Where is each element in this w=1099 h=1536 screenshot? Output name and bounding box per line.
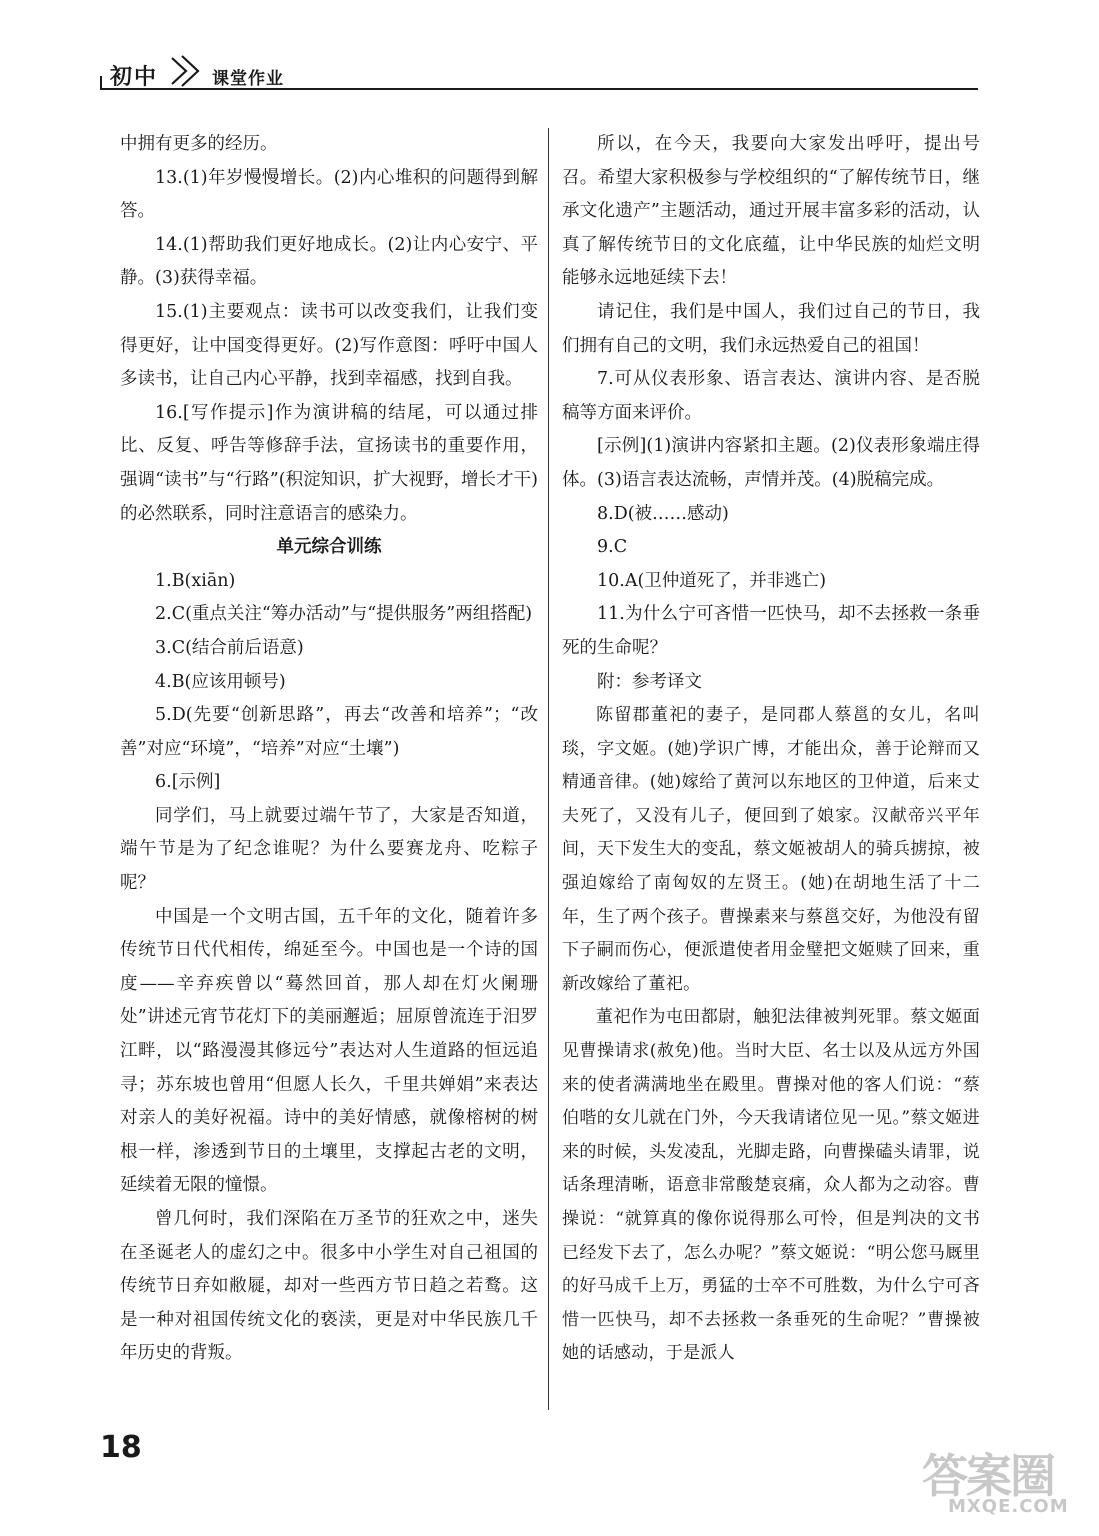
paragraph: 6.[示例] [155, 772, 221, 793]
paragraph: 董祀作为屯田都尉，触犯法律被判死罪。蔡文姬面见曹操请求(赦免)他。当时大臣、名士以及从远方外国来的使者满满地坐在殿里。曹操对他的客人们说：“蔡伯喈的女儿就在门外，今天我请诸位见一见。”蔡文姬进来的时候，头发凌乱，光脚走路，向曹操磕头请罪，说话条理清晰，语意非常酸楚哀痛，众人都为之动容。曹操说：“就算真的像你说得那么可怜，但是判决的文书已经发下去了，怎么办呢？”蔡文姬说：“明公您马厩里的好马成千上万，勇猛的士卒不可胜数，为什么宁可吝惜一匹快马，却不去拯救一条垂死的生命呢？”曹操被她的话感动，于是派人 [562, 1007, 980, 1364]
header-rule [100, 88, 978, 90]
paragraph: 4.B(应该用顿号) [155, 671, 286, 692]
paragraph: 5.D(先要“创新思路”，再去“改善和培养”；“改善”对应“环境”，“培养”对应“土壤”) [120, 705, 538, 759]
section-title: 单元综合训练 [276, 537, 382, 558]
header-title: 课堂作业 [212, 69, 284, 89]
watermark-url: MXQE.COM [948, 1496, 1069, 1517]
paragraph: 13.(1)年岁慢慢增长。(2)内心堆积的问题得到解答。 [120, 167, 538, 222]
paragraph: 1.B(xiān) [155, 570, 236, 591]
page-number: 18 [100, 1430, 142, 1465]
paragraph: 15.(1)主要观点：读书可以改变我们，让我们变得更好，让中国变得更好。(2)写作意图：呼吁中国人多读书，让自己内心平静，找到幸福感，找到自我。 [120, 301, 538, 390]
header-brand: 初中 [110, 65, 159, 90]
paragraph: [示例](1)演讲内容紧扣主题。(2)仪表形象端庄得体。(3)语言表达流畅，声情并茂。(4)脱稿完成。 [562, 436, 980, 490]
paragraph: 14.(1)帮助我们更好地成长。(2)让内心安宁、平静。(3)获得幸福。 [120, 234, 538, 289]
paragraph: 中国是一个文明古国，五千年的文化，随着许多传统节日代代相传，绵延至今。中国也是一个诗的国度——辛弃疾曾以“蓦然回首，那人却在灯火阑珊处”讲述元宵节花灯下的美丽邂逅；屈原曾流连于汨罗江畔，以“路漫漫其修远兮”表达对人生道路的恒远追寻；苏东坡也曾用“但愿人长久，千里共婵娟”来表达对亲人的美好祝福。诗中的美好情感，就像榕树的树根一样，渗透到节日的土壤里，支撑起古老的文明，延续着无限的憧憬。 [120, 906, 538, 1196]
paragraph: 曾几何时，我们深陷在万圣节的狂欢之中，迷失在圣诞老人的虚幻之中。很多中小学生对自己祖国的传统节日弃如敝屣，却对一些西方节日趋之若鹜。这是一种对祖国传统文化的亵渎，更是对中华民族几千年历史的背叛。 [120, 1209, 538, 1364]
right-column [562, 128, 980, 1371]
paragraph: 陈留郡董祀的妻子，是同郡人蔡邕的女儿，名叫琰，字文姬。(她)学识广博，才能出众，善于论辩而又精通音律。(她)嫁给了黄河以东地区的卫仲道，后来丈夫死了，又没有儿子，便回到了娘家。汉献帝兴平年间，天下发生大的变乱，蔡文姬被胡人的骑兵掳掠，被强迫嫁给了南匈奴的左贤王。(她)在胡地生活了十二年，生了两个孩子。曹操素来与蔡邕交好，为他没有留下子嗣而伤心，便派遣使者用金璧把文姬赎了回来，重新改嫁给了董祀。 [562, 705, 980, 994]
paragraph: 附：参考译文 [597, 671, 702, 692]
paragraph: 3.C(结合前后语意) [155, 637, 304, 658]
paragraph: 11.为什么宁可吝惜一匹快马，却不去拯救一条垂死的生命呢？ [562, 604, 980, 658]
page-header [100, 52, 978, 92]
paragraph: 同学们，马上就要过端午节了，大家是否知道，端午节是为了纪念谁呢？为什么要赛龙舟、吃粽子呢？ [120, 805, 538, 894]
paragraph: 中拥有更多的经历。 [120, 134, 278, 154]
paragraph: 请记住，我们是中国人，我们过自己的节日，我们拥有自己的文明，我们永远热爱自己的祖国！ [562, 301, 980, 356]
paragraph: 2.C(重点关注“筹办活动”与“提供服务”两组搭配) [155, 604, 533, 625]
column-divider [548, 128, 549, 1410]
double-chevron-icon [168, 54, 208, 88]
paragraph: 16.[写作提示]作为演讲稿的结尾，可以通过排比、反复、呼告等修辞手法，宣扬读书的重要作用，强调“读书”与“行路”(积淀知识，扩大视野，增长才干)的必然联系，同时注意语言的感染力。 [120, 402, 538, 524]
paragraph: 8.D(被……感动) [597, 503, 729, 524]
paragraph: 10.A(卫仲道死了，并非逃亡) [597, 570, 827, 591]
paragraph: 7.可从仪表形象、语言表达、演讲内容、是否脱稿等方面来评价。 [562, 369, 980, 423]
paragraph: 所以，在今天，我要向大家发出呼吁，提出号召。希望大家积极参与学校组织的“了解传统节日，继承文化遗产”主题活动，通过开展丰富多彩的活动，认真了解传统节日的文化底蕴，让中华民族的灿烂文明能够永远地延续下去！ [562, 134, 980, 289]
left-column [120, 128, 538, 1371]
paragraph: 9.C [597, 537, 628, 558]
watermark-logo [918, 1440, 1088, 1520]
watermark-text: 答案圈 [922, 1449, 1054, 1503]
